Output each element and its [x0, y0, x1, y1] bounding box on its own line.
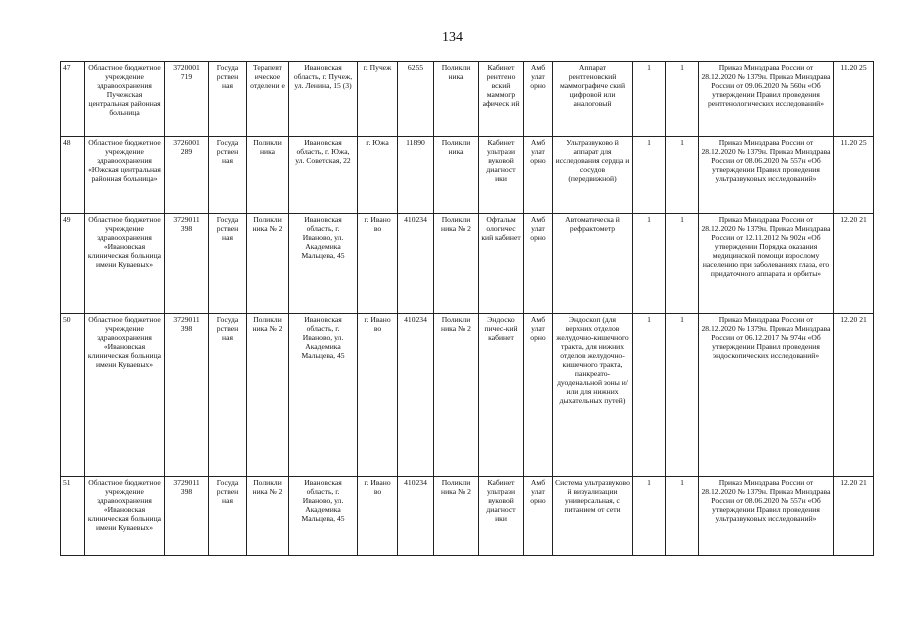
organization-code: 3720001 719 — [165, 62, 209, 137]
postal-index: 410234 — [398, 314, 434, 477]
care-conditions: Амб улат орно — [524, 62, 553, 137]
room-name: Кабинет ультрази вуковой диагност ики — [479, 137, 524, 214]
quantity-planned: 1 — [666, 62, 699, 137]
regulation-order: Приказ Минздрава России от 28.12.2020 № 1379н. Приказ Минздрава России от 06.12.2017 № 974н «Об утверждении Правил проведения эндоскопических исследований» — [699, 314, 834, 477]
address: Ивановская область, г. Южа, ул. Советская, 22 — [289, 137, 358, 214]
organization-name: Областное бюджетное учреждение здравоохранения Пучежская центральная районная больница — [85, 62, 165, 137]
department: Поликли ника — [434, 137, 479, 214]
table-row — [61, 314, 874, 477]
quantity-planned: 1 — [666, 314, 699, 477]
table-row — [61, 62, 874, 137]
city: г. Ивано во — [358, 477, 398, 556]
regulation-order: Приказ Минздрава России от 28.12.2020 № 1379н. Приказ Минздрава России от 12.11.2012 № 902н «Об утверждении Порядка оказания медицинской помощи взрослому населению при заболеваниях глаза, его придаточного аппарата и орбиты» — [699, 214, 834, 314]
ownership-type: Госуда рствен ная — [209, 214, 247, 314]
care-conditions: Амб улат орно — [524, 137, 553, 214]
unit-name: Поликли ника № 2 — [247, 477, 289, 556]
organization-code: 3726001 289 — [165, 137, 209, 214]
postal-index: 6255 — [398, 62, 434, 137]
ownership-type: Госуда рствен ная — [209, 137, 247, 214]
postal-index: 410234 — [398, 214, 434, 314]
postal-index: 410234 — [398, 477, 434, 556]
page-number: 134 — [442, 30, 463, 45]
care-conditions: Амб улат орно — [524, 214, 553, 314]
regulation-order: Приказ Минздрава России от 28.12.2020 № 1379н. Приказ Минздрава России от 09.06.2020 № 560н «Об утверждении Правил проведения рентгенологических исследований» — [699, 62, 834, 137]
quantity-required: 1 — [633, 137, 666, 214]
organization-code: 3729011 398 — [165, 477, 209, 556]
equipment-name: Система ультразвуково й визуализации универсальная, с питанием от сети — [553, 477, 633, 556]
organization-name: Областное бюджетное учреждение здравоохранения «Ивановская клиническая больница имени Куваевых» — [85, 214, 165, 314]
organization-name: Областное бюджетное учреждение здравоохранения «Ивановская клиническая больница имени Куваевых» — [85, 314, 165, 477]
target-date: 12.20 21 — [834, 477, 874, 556]
equipment-name: Автоматическа й рефрактометр — [553, 214, 633, 314]
equipment-name: Эндоскоп (для верхних отделов желудочно-кишечного тракта, для нижних отделов желудочно-кишечного тракта, панкреато-дуоденальной зоны и/или для нижних дыхательных путей) — [553, 314, 633, 477]
room-name: Эндоско пичес-кий кабинет — [479, 314, 524, 477]
target-date: 11.20 25 — [834, 137, 874, 214]
quantity-required: 1 — [633, 477, 666, 556]
postal-index: 11890 — [398, 137, 434, 214]
organization-name: Областное бюджетное учреждение здравоохранения «Ивановская клиническая больница имени Куваевых» — [85, 477, 165, 556]
city: г. Южа — [358, 137, 398, 214]
department: Поликли ника № 2 — [434, 314, 479, 477]
unit-name: Поликли ника — [247, 137, 289, 214]
row-number: 49 — [61, 214, 85, 314]
unit-name: Терапевт ическое отделени е — [247, 62, 289, 137]
organization-code: 3729011 398 — [165, 314, 209, 477]
table-row — [61, 477, 874, 556]
row-number: 51 — [61, 477, 85, 556]
address: Ивановская область, г. Пучеж, ул. Ленина, 15 (3) — [289, 62, 358, 137]
ownership-type: Госуда рствен ная — [209, 314, 247, 477]
quantity-planned: 1 — [666, 477, 699, 556]
city: г. Ивано во — [358, 314, 398, 477]
regulation-order: Приказ Минздрава России от 28.12.2020 № 1379н. Приказ Минздрава России от 08.06.2020 № 557н «Об утверждении Правил проведения ультразвуковых исследований» — [699, 137, 834, 214]
room-name: Кабинет рентгено вский маммогр афическ ий — [479, 62, 524, 137]
row-number: 48 — [61, 137, 85, 214]
department: Поликли ника — [434, 62, 479, 137]
table-row — [61, 214, 874, 314]
city: г. Ивано во — [358, 214, 398, 314]
organization-code: 3729011 398 — [165, 214, 209, 314]
equipment-name: Аппарат рентгеновский маммографиче ский цифровой или аналоговый — [553, 62, 633, 137]
care-conditions: Амб улат орно — [524, 477, 553, 556]
unit-name: Поликли ника № 2 — [247, 314, 289, 477]
equipment-name: Ультразвуково й аппарат для исследования сердца и сосудов (передвижной) — [553, 137, 633, 214]
care-conditions: Амб улат орно — [524, 314, 553, 477]
organization-name: Областное бюджетное учреждение здравоохранения «Южская центральная районная больница» — [85, 137, 165, 214]
department: Поликли ника № 2 — [434, 477, 479, 556]
ownership-type: Госуда рствен ная — [209, 62, 247, 137]
target-date: 12.20 21 — [834, 314, 874, 477]
address: Ивановская область, г. Иваново, ул. Академика Мальцева, 45 — [289, 477, 358, 556]
quantity-planned: 1 — [666, 137, 699, 214]
address: Ивановская область, г. Иваново, ул. Академика Мальцева, 45 — [289, 214, 358, 314]
row-number: 47 — [61, 62, 85, 137]
equipment-table — [60, 61, 874, 556]
room-name: Офтальм ологичес кий кабинет — [479, 214, 524, 314]
target-date: 12.20 21 — [834, 214, 874, 314]
unit-name: Поликли ника № 2 — [247, 214, 289, 314]
row-number: 50 — [61, 314, 85, 477]
department: Поликли ника № 2 — [434, 214, 479, 314]
quantity-required: 1 — [633, 214, 666, 314]
address: Ивановская область, г. Иваново, ул. Академика Мальцева, 45 — [289, 314, 358, 477]
ownership-type: Госуда рствен ная — [209, 477, 247, 556]
room-name: Кабинет ультрази вуковой диагност ики — [479, 477, 524, 556]
quantity-required: 1 — [633, 62, 666, 137]
city: г. Пучеж — [358, 62, 398, 137]
regulation-order: Приказ Минздрава России от 28.12.2020 № 1379н. Приказ Минздрава России от 08.06.2020 № 557н «Об утверждении Правил проведения ультразвуковых исследований» — [699, 477, 834, 556]
quantity-planned: 1 — [666, 214, 699, 314]
quantity-required: 1 — [633, 314, 666, 477]
table-row — [61, 137, 874, 214]
target-date: 11.20 25 — [834, 62, 874, 137]
